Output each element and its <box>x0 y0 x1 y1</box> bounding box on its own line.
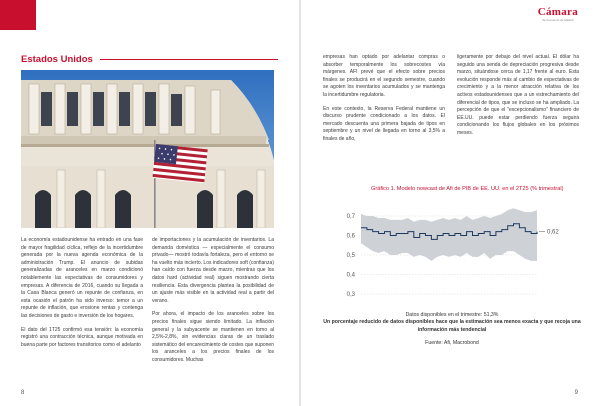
paragraph: La economía estadounidense ha entrado en una fase de mayor fragilidad cíclica, reflejo de la incertidumbre generada por la nueva agenda económica de la administración Trump. El anuncio de subidas generalizadas de aranceles en marzo condicionó notablemente las expectativas de consumidores y empresas. A diferencia de 2016, cuando su llegada a la Casa Blanca generó un repunte de confianza, en esta ocasión el patrón ha sido inverso: temor a un repunte de inflación, que erosione rentas y contenga las decisiones de gasto e inversión de los hogares. <box>21 237 143 319</box>
left-column-1 <box>21 237 143 355</box>
chart-source: Fuente: Afi, Macrobond <box>425 340 479 346</box>
y-tick-label: 0,3 <box>346 292 355 298</box>
right-column-2 <box>457 54 579 144</box>
page-number-left: 8 <box>21 390 25 396</box>
camara-logo <box>538 6 578 22</box>
right-column-1 <box>323 54 445 150</box>
caption-line-1: Datos disponibles en el trimestre: 51,3% <box>405 312 499 318</box>
end-value-label: 0,62 <box>547 229 559 236</box>
caption-line-2: Un porcentaje reducido de datos disponibles hace que la estimación sea menos exacta y que recoja una información más tendencial <box>323 319 581 333</box>
paragraph: ligeramente por debajo del nivel actual. El dólar ha seguido una senda de depreciación progresiva desde marzo, situándose cerca de 1,17 frente al euro. Esta evolución responde más al cambio de expectativas de crecimiento y a la menor atracción relativa de los activos estadounidenses que a un estrechamiento del diferencial de tipos, que se incluso se ha ampliado. La percepción de que el "excepcionalismo" financiero de EE.UU. puede estar perdiendo fuerza seguirá condicionando los flujos globales en los próximos meses. <box>457 54 579 136</box>
page-number-right: 9 <box>574 390 578 396</box>
y-tick-label: 0,7 <box>346 214 355 220</box>
logo-subtitle: de Comercio de Madrid <box>542 18 574 22</box>
paragraph: En este contexto, la Reserva Federal mantiene un discurso prudente condicionado a los datos. El mercado descuenta una primera bajada de tipos en septiembre y un nivel de llegada en torno al 3,5% a finales de año, <box>323 105 445 142</box>
right-page <box>301 0 600 406</box>
chart-svg <box>325 208 575 304</box>
left-column-2 <box>152 237 274 371</box>
logo-wordmark: Cámara <box>537 6 578 18</box>
y-tick-label: 0,4 <box>346 272 355 279</box>
chart-caption <box>323 312 581 334</box>
corner-accent <box>0 0 36 30</box>
paragraph: de importaciones y la acumulación de inventarios. La demanda doméstica — especialmente el consumo privado— mostró todavía fortaleza, pero el entorno se ha vuelto más incierto. Los indicadores soft (confianza) han caído con fuerza desde marzo, mientras que los datos hard (actividad real) siguen mostrando cierta resiliencia. Esta divergencia plantea la posibilidad de un ajuste más visible en la actividad real a partir del verano. <box>152 237 275 304</box>
y-tick-label: 0,6 <box>346 233 355 240</box>
y-tick-label: 0,5 <box>346 253 355 259</box>
chart-title: Gráfico 1. Modelo nowcast de Afi de PIB de EE. UU. en el 2T25 (% trimestral) <box>371 186 564 192</box>
section-title: Estados Unidos <box>21 54 93 65</box>
paragraph: empresas han optado por adelantar compras o absorber temporalmente los sobrecostes vía márgenes. AFI prevé que el efecto sobre precios finales se producirá en el segundo semestre, cuando se agoten los inventarios acumulados y se mantenga la incertidumbre regulatoria. <box>323 54 445 98</box>
left-page <box>0 0 299 406</box>
title-divider <box>100 59 278 60</box>
paragraph: El dato del 1T25 confirmó esa tensión: la economía registró una contracción técnica, aunque motivada en buena parte por factores transitorios como el adelanto <box>21 326 143 348</box>
paragraph: Por ahora, el impacto de los aranceles sobre los precios finales sigue siendo limitado. La inflación general y la subyacente se mantienen en torno al 2,5%-2,8%, sin evidencias claras de un traslado sistemático del encarecimiento de costes que suponen los aranceles a los precios finales de los consumidores. Muchas <box>152 311 274 363</box>
nowcast-chart <box>325 208 575 304</box>
capitol-photo <box>21 70 274 228</box>
